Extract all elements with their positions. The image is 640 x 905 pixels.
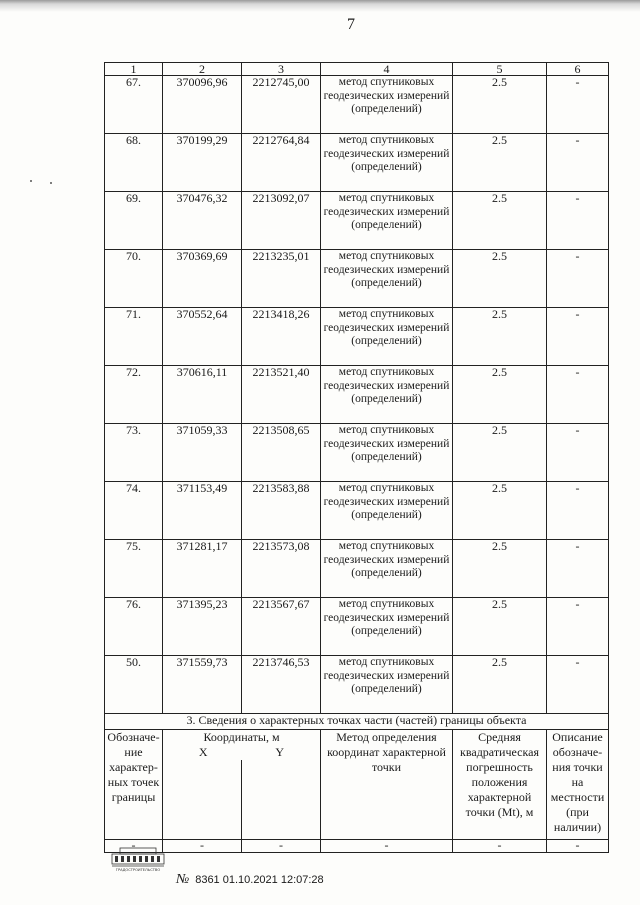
section-title-row xyxy=(105,714,609,730)
accuracy: 2.5 xyxy=(453,250,547,308)
method: метод спутниковых геодезических измерений (определений) xyxy=(321,192,453,250)
table-row xyxy=(105,540,609,598)
scan-speck xyxy=(50,182,52,184)
description: - xyxy=(547,540,609,598)
description: - xyxy=(547,482,609,540)
header-method: Метод определения координат характерной точки xyxy=(321,730,453,840)
section-title: 3. Сведения о характерных точках части (частей) границы объекта xyxy=(105,714,609,730)
table-row xyxy=(105,598,609,656)
coord-y: 2213521,40 xyxy=(242,366,321,424)
coord-x: 370199,29 xyxy=(163,134,242,192)
table-row xyxy=(105,482,609,540)
registration-number: 8361 01.10.2021 12:07:28 xyxy=(195,874,324,886)
table-row xyxy=(105,424,609,482)
table-row xyxy=(105,366,609,424)
header-accuracy: Средняя квадратическая погрешность положения характерной точки (Mt), м xyxy=(453,730,547,840)
table-row xyxy=(105,76,609,134)
header-coordinates xyxy=(163,730,321,761)
coord-y: 2213746,53 xyxy=(242,656,321,714)
col-header: 3 xyxy=(242,63,321,76)
number-sign: № xyxy=(176,872,190,887)
registration-line xyxy=(176,872,324,888)
empty-cell: - xyxy=(453,840,547,853)
coord-y: 2213092,07 xyxy=(242,192,321,250)
header-y-spacer xyxy=(242,760,321,840)
method: метод спутниковых геодезических измерений (определений) xyxy=(321,598,453,656)
accuracy: 2.5 xyxy=(453,424,547,482)
table-row xyxy=(105,250,609,308)
coord-y: 2213508,65 xyxy=(242,424,321,482)
description: - xyxy=(547,76,609,134)
description: - xyxy=(547,192,609,250)
method: метод спутниковых геодезических измерений (определений) xyxy=(321,656,453,714)
coord-y: 2212745,00 xyxy=(242,76,321,134)
coord-y: 2212764,84 xyxy=(242,134,321,192)
method: метод спутниковых геодезических измерений (определений) xyxy=(321,134,453,192)
point-number: 73. xyxy=(105,424,163,482)
coord-x: 370616,11 xyxy=(163,366,242,424)
accuracy: 2.5 xyxy=(453,134,547,192)
accuracy: 2.5 xyxy=(453,540,547,598)
empty-cell: - xyxy=(242,840,321,853)
coord-y: 2213235,01 xyxy=(242,250,321,308)
coord-x: 370096,96 xyxy=(163,76,242,134)
accuracy: 2.5 xyxy=(453,656,547,714)
point-number: 69. xyxy=(105,192,163,250)
coord-x: 370369,69 xyxy=(163,250,242,308)
method: метод спутниковых геодезических измерений (определений) xyxy=(321,424,453,482)
description: - xyxy=(547,598,609,656)
stamp-label: ГРАДОСТРОИТЕЛЬСТВО xyxy=(115,868,161,872)
point-number: 71. xyxy=(105,308,163,366)
col-header: 6 xyxy=(547,63,609,76)
accuracy: 2.5 xyxy=(453,308,547,366)
registry-stamp-icon xyxy=(108,846,168,872)
description: - xyxy=(547,250,609,308)
scan-top-edge xyxy=(0,0,640,12)
header-coordinates-label: Координаты, м xyxy=(203,730,280,744)
point-number: 74. xyxy=(105,482,163,540)
coord-x: 371281,17 xyxy=(163,540,242,598)
description: - xyxy=(547,424,609,482)
column-number-row xyxy=(105,63,609,76)
col-header: 4 xyxy=(321,63,453,76)
table-row xyxy=(105,192,609,250)
point-number: 50. xyxy=(105,656,163,714)
table-row xyxy=(105,308,609,366)
description: - xyxy=(547,134,609,192)
col-header: 2 xyxy=(163,63,242,76)
point-number: 68. xyxy=(105,134,163,192)
empty-cell: - xyxy=(321,840,453,853)
point-number: 67. xyxy=(105,76,163,134)
col-header: 5 xyxy=(453,63,547,76)
method: метод спутниковых геодезических измерений (определений) xyxy=(321,366,453,424)
coord-y: 2213583,88 xyxy=(242,482,321,540)
accuracy: 2.5 xyxy=(453,192,547,250)
empty-cell: - xyxy=(163,840,242,853)
scan-speck xyxy=(30,180,32,182)
table-row xyxy=(105,134,609,192)
description: - xyxy=(547,656,609,714)
coord-y: 2213418,26 xyxy=(242,308,321,366)
method: метод спутниковых геодезических измерений (определений) xyxy=(321,308,453,366)
point-number: 76. xyxy=(105,598,163,656)
page-number: 7 xyxy=(347,16,355,33)
point-number: 75. xyxy=(105,540,163,598)
empty-cell: - xyxy=(105,840,163,853)
description: - xyxy=(547,308,609,366)
accuracy: 2.5 xyxy=(453,366,547,424)
point-number: 72. xyxy=(105,366,163,424)
header-y: Y xyxy=(275,745,285,759)
accuracy: 2.5 xyxy=(453,598,547,656)
table-row xyxy=(105,656,609,714)
accuracy: 2.5 xyxy=(453,76,547,134)
coord-x: 370476,32 xyxy=(163,192,242,250)
coordinates-table xyxy=(104,62,609,853)
header-x-spacer xyxy=(163,760,242,840)
description: - xyxy=(547,366,609,424)
method: метод спутниковых геодезических измерений (определений) xyxy=(321,76,453,134)
header-designation: Обозначе-ние характер-ных точек границы xyxy=(105,730,163,840)
section-header-row xyxy=(105,730,609,761)
section-data-row xyxy=(105,840,609,853)
coord-x: 370552,64 xyxy=(163,308,242,366)
header-x: X xyxy=(198,745,208,759)
coord-x: 371059,33 xyxy=(163,424,242,482)
method: метод спутниковых геодезических измерений (определений) xyxy=(321,482,453,540)
accuracy: 2.5 xyxy=(453,482,547,540)
method: метод спутниковых геодезических измерений (определений) xyxy=(321,250,453,308)
method: метод спутниковых геодезических измерений (определений) xyxy=(321,540,453,598)
col-header: 1 xyxy=(105,63,163,76)
empty-cell: - xyxy=(547,840,609,853)
header-description: Описание обозначе-ния точки на местности (при наличии) xyxy=(547,730,609,840)
coord-x: 371395,23 xyxy=(163,598,242,656)
coord-x: 371559,73 xyxy=(163,656,242,714)
coord-y: 2213567,67 xyxy=(242,598,321,656)
coord-x: 371153,49 xyxy=(163,482,242,540)
point-number: 70. xyxy=(105,250,163,308)
coord-y: 2213573,08 xyxy=(242,540,321,598)
